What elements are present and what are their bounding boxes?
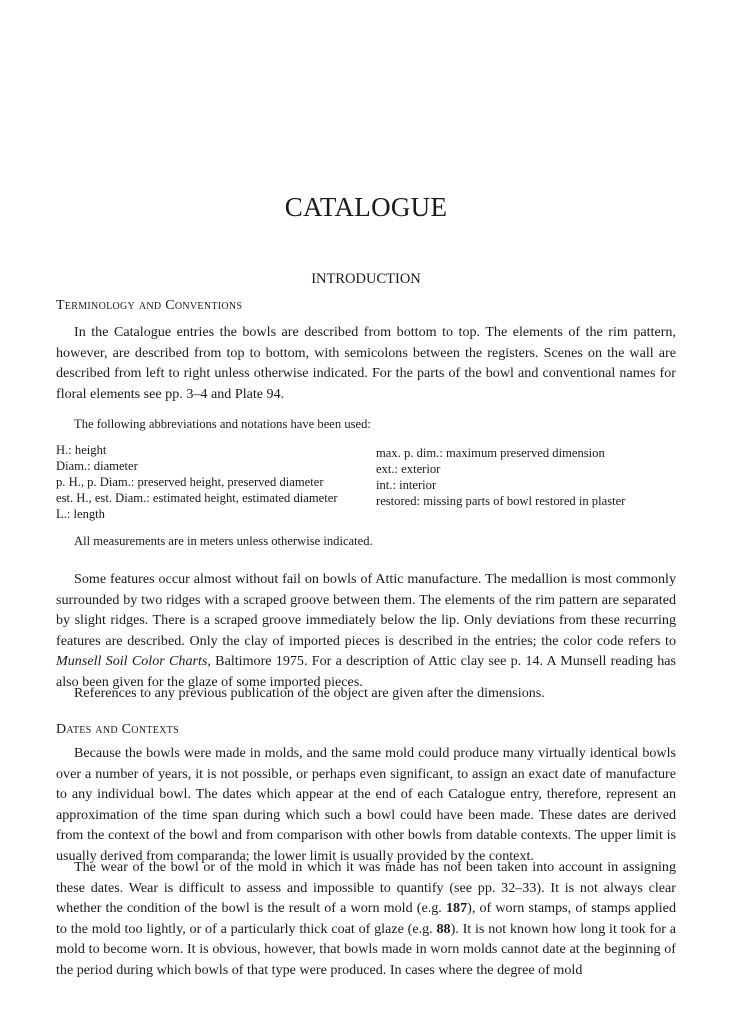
wear-text-end: ). It is not known how long it took for a mold to become worn. It is obvious, however, that bowls made in worn molds cannot date at the beginning of the period during which bowls of that type were produced. In cases where the degree of mold <box>56 920 676 978</box>
abbreviation-item: est. H., est. Diam.: estimated height, estimated diameter <box>56 491 338 505</box>
abbreviations-right-column <box>376 445 625 509</box>
abbreviation-item: int.: interior <box>376 478 437 492</box>
abbreviation-item: H.: height <box>56 443 107 457</box>
wear-text-middle: ), of worn stamps, of stamps applied to the mold too lightly, or of a particularly thick coat of glaze (e.g. <box>56 900 676 937</box>
measurement-note: All measurements are in meters unless otherwise indicated. <box>74 534 373 548</box>
abbreviation-item: restored: missing parts of bowl restored in plaster <box>376 494 626 508</box>
wear-text: The wear of the bowl or of the mold in which it was made has not been taken into account in assigning these dates. Wear is difficult to assess and impossible to quantify (see pp. 32–33). It is not always clear whether the condition of the bowl is the result of a worn mold (e.g. <box>56 859 676 917</box>
introduction-heading: INTRODUCTION <box>311 271 421 287</box>
terminology-heading: Terminology and Conventions <box>56 298 243 313</box>
abbreviation-item: L.: length <box>56 507 105 521</box>
abbreviations-intro: The following abbreviations and notations have been used: <box>74 417 371 431</box>
features-text: Some features occur almost without fail on bowls of Attic manufacture. The medallion is most commonly surrounded by two ridges with a scraped groove between them. The elements of the rim pattern are separated by slight ridges. There is a scraped groove immediately below the lip. Only deviations from these recurring features are described. Only the clay of imported pieces is described in the entries; the color code refers to <box>56 571 676 649</box>
terminology-paragraph: In the Catalogue entries the bowls are described from bottom to top. The elements of the rim pattern, however, are described from top to bottom, with semicolons between the registers. Scenes on the wall are described from left to right unless otherwise indicated. For the parts of the bowl and conventional names for floral elements see pp. 3–4 and Plate 94. <box>56 324 676 402</box>
abbreviation-item: Diam.: diameter <box>56 459 138 473</box>
dates-heading: Dates and Contexts <box>56 722 179 737</box>
dates-paragraph: Because the bowls were made in molds, and the same mold could produce many virtually identical bowls over a number of years, it is not possible, or perhaps even significant, to assign an exact date of manufacture to any individual bowl. The dates which appear at the end of each Catalogue entry, therefore, represent an approximation of the time span during which such a bowl could have been made. These dates are derived from the context of the bowl and from comparison with other bowls from datable contexts. The upper limit is usually derived from comparanda; the lower limit is usually provided by the context. <box>56 745 676 864</box>
references-paragraph: References to any previous publication of the object are given after the dimensions. <box>74 685 545 701</box>
page-title: CATALOGUE <box>284 192 448 222</box>
abbreviation-item: ext.: exterior <box>376 462 441 476</box>
munsell-title: Munsell Soil Color Charts, <box>56 653 211 670</box>
abbreviation-item: max. p. dim.: maximum preserved dimension <box>376 446 605 460</box>
abbreviations-left-column <box>56 442 338 522</box>
wear-paragraph <box>56 857 676 981</box>
features-text-end: Baltimore 1975. For a description of Attic clay see p. 14. A Munsell reading has also been given for the glaze of some imported pieces. <box>56 653 676 690</box>
abbreviation-item: p. H., p. Diam.: preserved height, preserved diameter <box>56 475 324 489</box>
catalogue-ref: 187 <box>445 900 468 917</box>
catalogue-ref: 88 <box>436 920 451 937</box>
features-paragraph <box>56 569 676 693</box>
